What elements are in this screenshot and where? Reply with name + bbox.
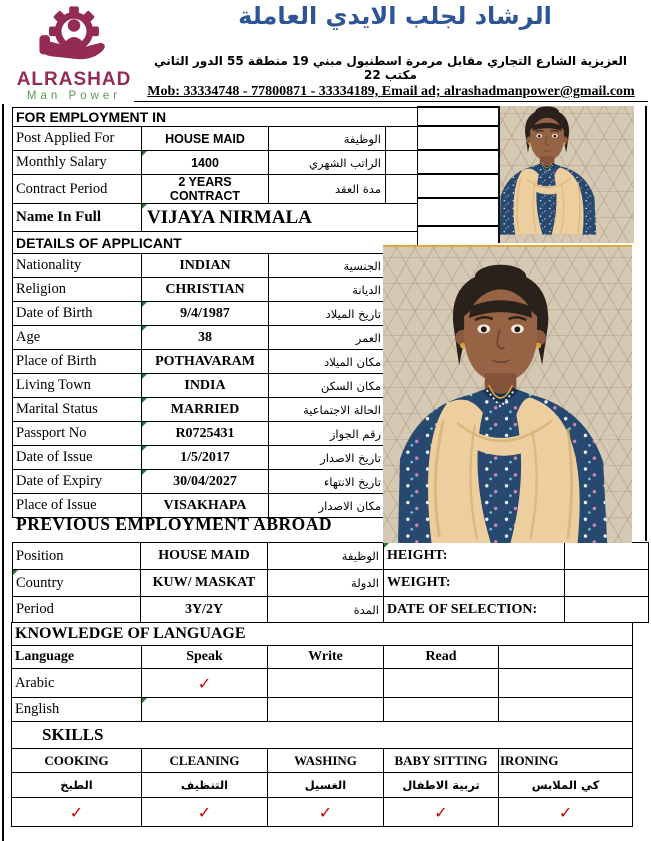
- language-skills-table: [11, 622, 633, 827]
- row-value: 30/04/2027: [142, 470, 269, 494]
- empty-cell: [499, 698, 633, 722]
- row-value: KUW/ MASKAT: [141, 570, 268, 597]
- weight-field: WEIGHT:: [384, 570, 565, 597]
- table-row: [13, 326, 418, 350]
- skill-ironing-arabic: كي الملابس: [499, 773, 633, 798]
- section-knowledge-of-language: KNOWLEDGE OF LANGUAGE: [12, 623, 633, 646]
- brand-subtitle: Man Power: [26, 90, 122, 102]
- check-mark: ✓: [384, 798, 499, 827]
- check-mark: ✓: [142, 798, 268, 827]
- row-label: Place of Issue: [13, 494, 142, 518]
- row-label: Contract Period: [13, 175, 142, 204]
- col-header-speak: Speak: [142, 646, 268, 669]
- row-value: 1/5/2017: [142, 446, 269, 470]
- row-value: HOUSE MAID: [142, 127, 269, 151]
- row-label: Monthly Salary: [13, 151, 142, 175]
- previous-employment-table: [12, 542, 649, 623]
- row-value: INDIAN: [142, 254, 269, 278]
- row-label-arabic: مكان السكن: [269, 374, 386, 398]
- row-label-arabic: المدة: [268, 597, 384, 623]
- skills-header-row: [12, 749, 633, 773]
- language-arabic-label: Arabic: [12, 669, 142, 698]
- row-label-arabic: الراتب الشهري: [269, 151, 386, 175]
- row-label-arabic: تاريخ الميلاد: [269, 302, 386, 326]
- grid-line: [417, 125, 498, 127]
- check-mark: ✓: [142, 669, 268, 698]
- row-value: VISAKHAPA: [142, 494, 269, 518]
- skill-cooking-arabic: الطبخ: [12, 773, 142, 798]
- col-header-language: Language: [12, 646, 142, 669]
- skill-washing: WASHING: [268, 749, 384, 773]
- skill-cleaning-arabic: التنظيف: [142, 773, 268, 798]
- row-label: Age: [13, 326, 142, 350]
- col-header-write: Write: [268, 646, 384, 669]
- table-row: [13, 374, 418, 398]
- row-label-arabic: العمر: [269, 326, 386, 350]
- language-english-label: English: [12, 698, 142, 722]
- sheet-left-border: [2, 104, 4, 841]
- empty-cell: [386, 127, 418, 151]
- row-label-arabic: الوظيفة: [269, 127, 386, 151]
- empty-cell: [386, 175, 418, 204]
- check-mark: ✓: [268, 798, 384, 827]
- table-row: [13, 570, 649, 597]
- table-row: [13, 204, 418, 232]
- row-value: 38: [142, 326, 269, 350]
- empty-cell: [268, 669, 384, 698]
- row-value: 1400: [142, 151, 269, 175]
- row-label: Country: [13, 570, 141, 597]
- grid-line: [417, 197, 498, 199]
- row-label: Post Applied For: [13, 127, 142, 151]
- row-label: Date of Birth: [13, 302, 142, 326]
- empty-cell: [499, 646, 633, 669]
- skill-baby-sitting: BABY SITTING: [384, 749, 499, 773]
- row-label-arabic: مكان الميلاد: [269, 350, 386, 374]
- row-label-arabic: الحالة الاجتماعية: [269, 398, 386, 422]
- table-row: [13, 127, 418, 151]
- row-value: 9/4/1987: [142, 302, 269, 326]
- agency-logo: [10, 6, 138, 104]
- table-row: [13, 398, 418, 422]
- brand-name: ALRASHAD: [16, 69, 132, 90]
- applicant-photo-small: [498, 106, 634, 243]
- grid-line: [417, 149, 498, 151]
- grid-line: [417, 225, 498, 227]
- skill-washing-arabic: الغسيل: [268, 773, 384, 798]
- row-label-arabic: تاريخ الانتهاء: [269, 470, 386, 494]
- skill-ironing: IRONING: [499, 749, 633, 773]
- row-label: Period: [13, 597, 141, 623]
- empty-cell: [384, 669, 499, 698]
- table-header-row: [12, 646, 633, 669]
- row-label: Marital Status: [13, 398, 142, 422]
- row-label-arabic: مدة العقد: [269, 175, 386, 204]
- table-row: [13, 175, 418, 204]
- row-label: Date of Expiry: [13, 470, 142, 494]
- table-row: [13, 254, 418, 278]
- skills-check-row: [12, 798, 633, 827]
- row-label-arabic: الوظيفة: [268, 543, 384, 570]
- employment-details-table: [12, 107, 418, 518]
- table-row: [13, 597, 649, 623]
- col-header-read: Read: [384, 646, 499, 669]
- row-label-arabic: رقم الجواز: [269, 422, 386, 446]
- section-details-of-applicant: DETAILS OF APPLICANT: [13, 232, 418, 254]
- row-label-arabic: تاريخ الاصدار: [269, 446, 386, 470]
- row-value: MARRIED: [142, 398, 269, 422]
- table-row: [13, 302, 418, 326]
- applicant-name: VIJAYA NIRMALA: [142, 204, 418, 232]
- table-row: [13, 151, 418, 175]
- row-value: HOUSE MAID: [141, 543, 268, 570]
- row-label-arabic: الجنسية: [269, 254, 386, 278]
- row-value: 2 YEARS CONTRACT: [142, 175, 269, 204]
- applicant-portrait-icon: [500, 106, 634, 243]
- row-label-arabic: مكان الاصدار: [269, 494, 386, 518]
- table-row: [13, 278, 418, 302]
- empty-cell: [268, 698, 384, 722]
- table-row: [12, 669, 633, 698]
- row-label: Living Town: [13, 374, 142, 398]
- table-row: [13, 446, 418, 470]
- empty-cell: [565, 570, 649, 597]
- row-label: Passport No: [13, 422, 142, 446]
- section-previous-employment: PREVIOUS EMPLOYMENT ABROAD: [16, 514, 333, 534]
- table-row: [13, 350, 418, 374]
- agency-title-arabic: الرشاد لجلب الايدي العاملة: [238, 2, 552, 30]
- row-value: R0725431: [142, 422, 269, 446]
- empty-cell: [384, 698, 499, 722]
- skill-cleaning: CLEANING: [142, 749, 268, 773]
- row-label: Religion: [13, 278, 142, 302]
- photo-column-border: [645, 106, 647, 541]
- row-value: INDIA: [142, 374, 269, 398]
- table-row: [13, 543, 649, 570]
- empty-cell: [142, 698, 268, 722]
- empty-cell: [565, 543, 649, 570]
- empty-cell: [386, 151, 418, 175]
- row-label-arabic: الدولة: [268, 570, 384, 597]
- row-value: CHRISTIAN: [142, 278, 269, 302]
- date-of-selection-field: DATE OF SELECTION:: [384, 597, 565, 623]
- section-for-employment-in: FOR EMPLOYMENT IN: [13, 108, 418, 127]
- row-label: Position: [13, 543, 141, 570]
- contact-line: Mob: 33334748 - 77800871 - 33334189, Email ad; alrashadmanpower@gmail.com: [134, 84, 648, 102]
- skills-arabic-row: [12, 773, 633, 798]
- row-label-arabic: الديانة: [269, 278, 386, 302]
- row-value: 3Y/2Y: [141, 597, 268, 623]
- row-label: Place of Birth: [13, 350, 142, 374]
- table-row: [13, 422, 418, 446]
- row-label: Date of Issue: [13, 446, 142, 470]
- section-skills: SKILLS: [12, 722, 633, 749]
- check-mark: ✓: [499, 798, 633, 827]
- row-value: POTHAVARAM: [142, 350, 269, 374]
- applicant-photo-large: [383, 245, 632, 543]
- gear-person-hand-icon: [26, 6, 122, 70]
- skill-baby-sitting-arabic: تربية الاطفال: [384, 773, 499, 798]
- agency-address-arabic: العزيزية الشارع التجاري مقابل مرمرة اسطنبول مبني 19 منطقة 55 الدور الثاني مكتب 22: [154, 54, 627, 82]
- grid-line: [417, 173, 498, 175]
- empty-cell: [565, 597, 649, 623]
- height-field: HEIGHT:: [384, 543, 565, 570]
- check-mark: ✓: [12, 798, 142, 827]
- name-in-full-label: Name In Full: [13, 204, 142, 232]
- applicant-portrait-icon: [383, 247, 632, 543]
- grid-line: [417, 106, 498, 108]
- table-row: [13, 470, 418, 494]
- table-row: [12, 698, 633, 722]
- row-label: Nationality: [13, 254, 142, 278]
- empty-cell: [499, 669, 633, 698]
- skill-cooking: COOKING: [12, 749, 142, 773]
